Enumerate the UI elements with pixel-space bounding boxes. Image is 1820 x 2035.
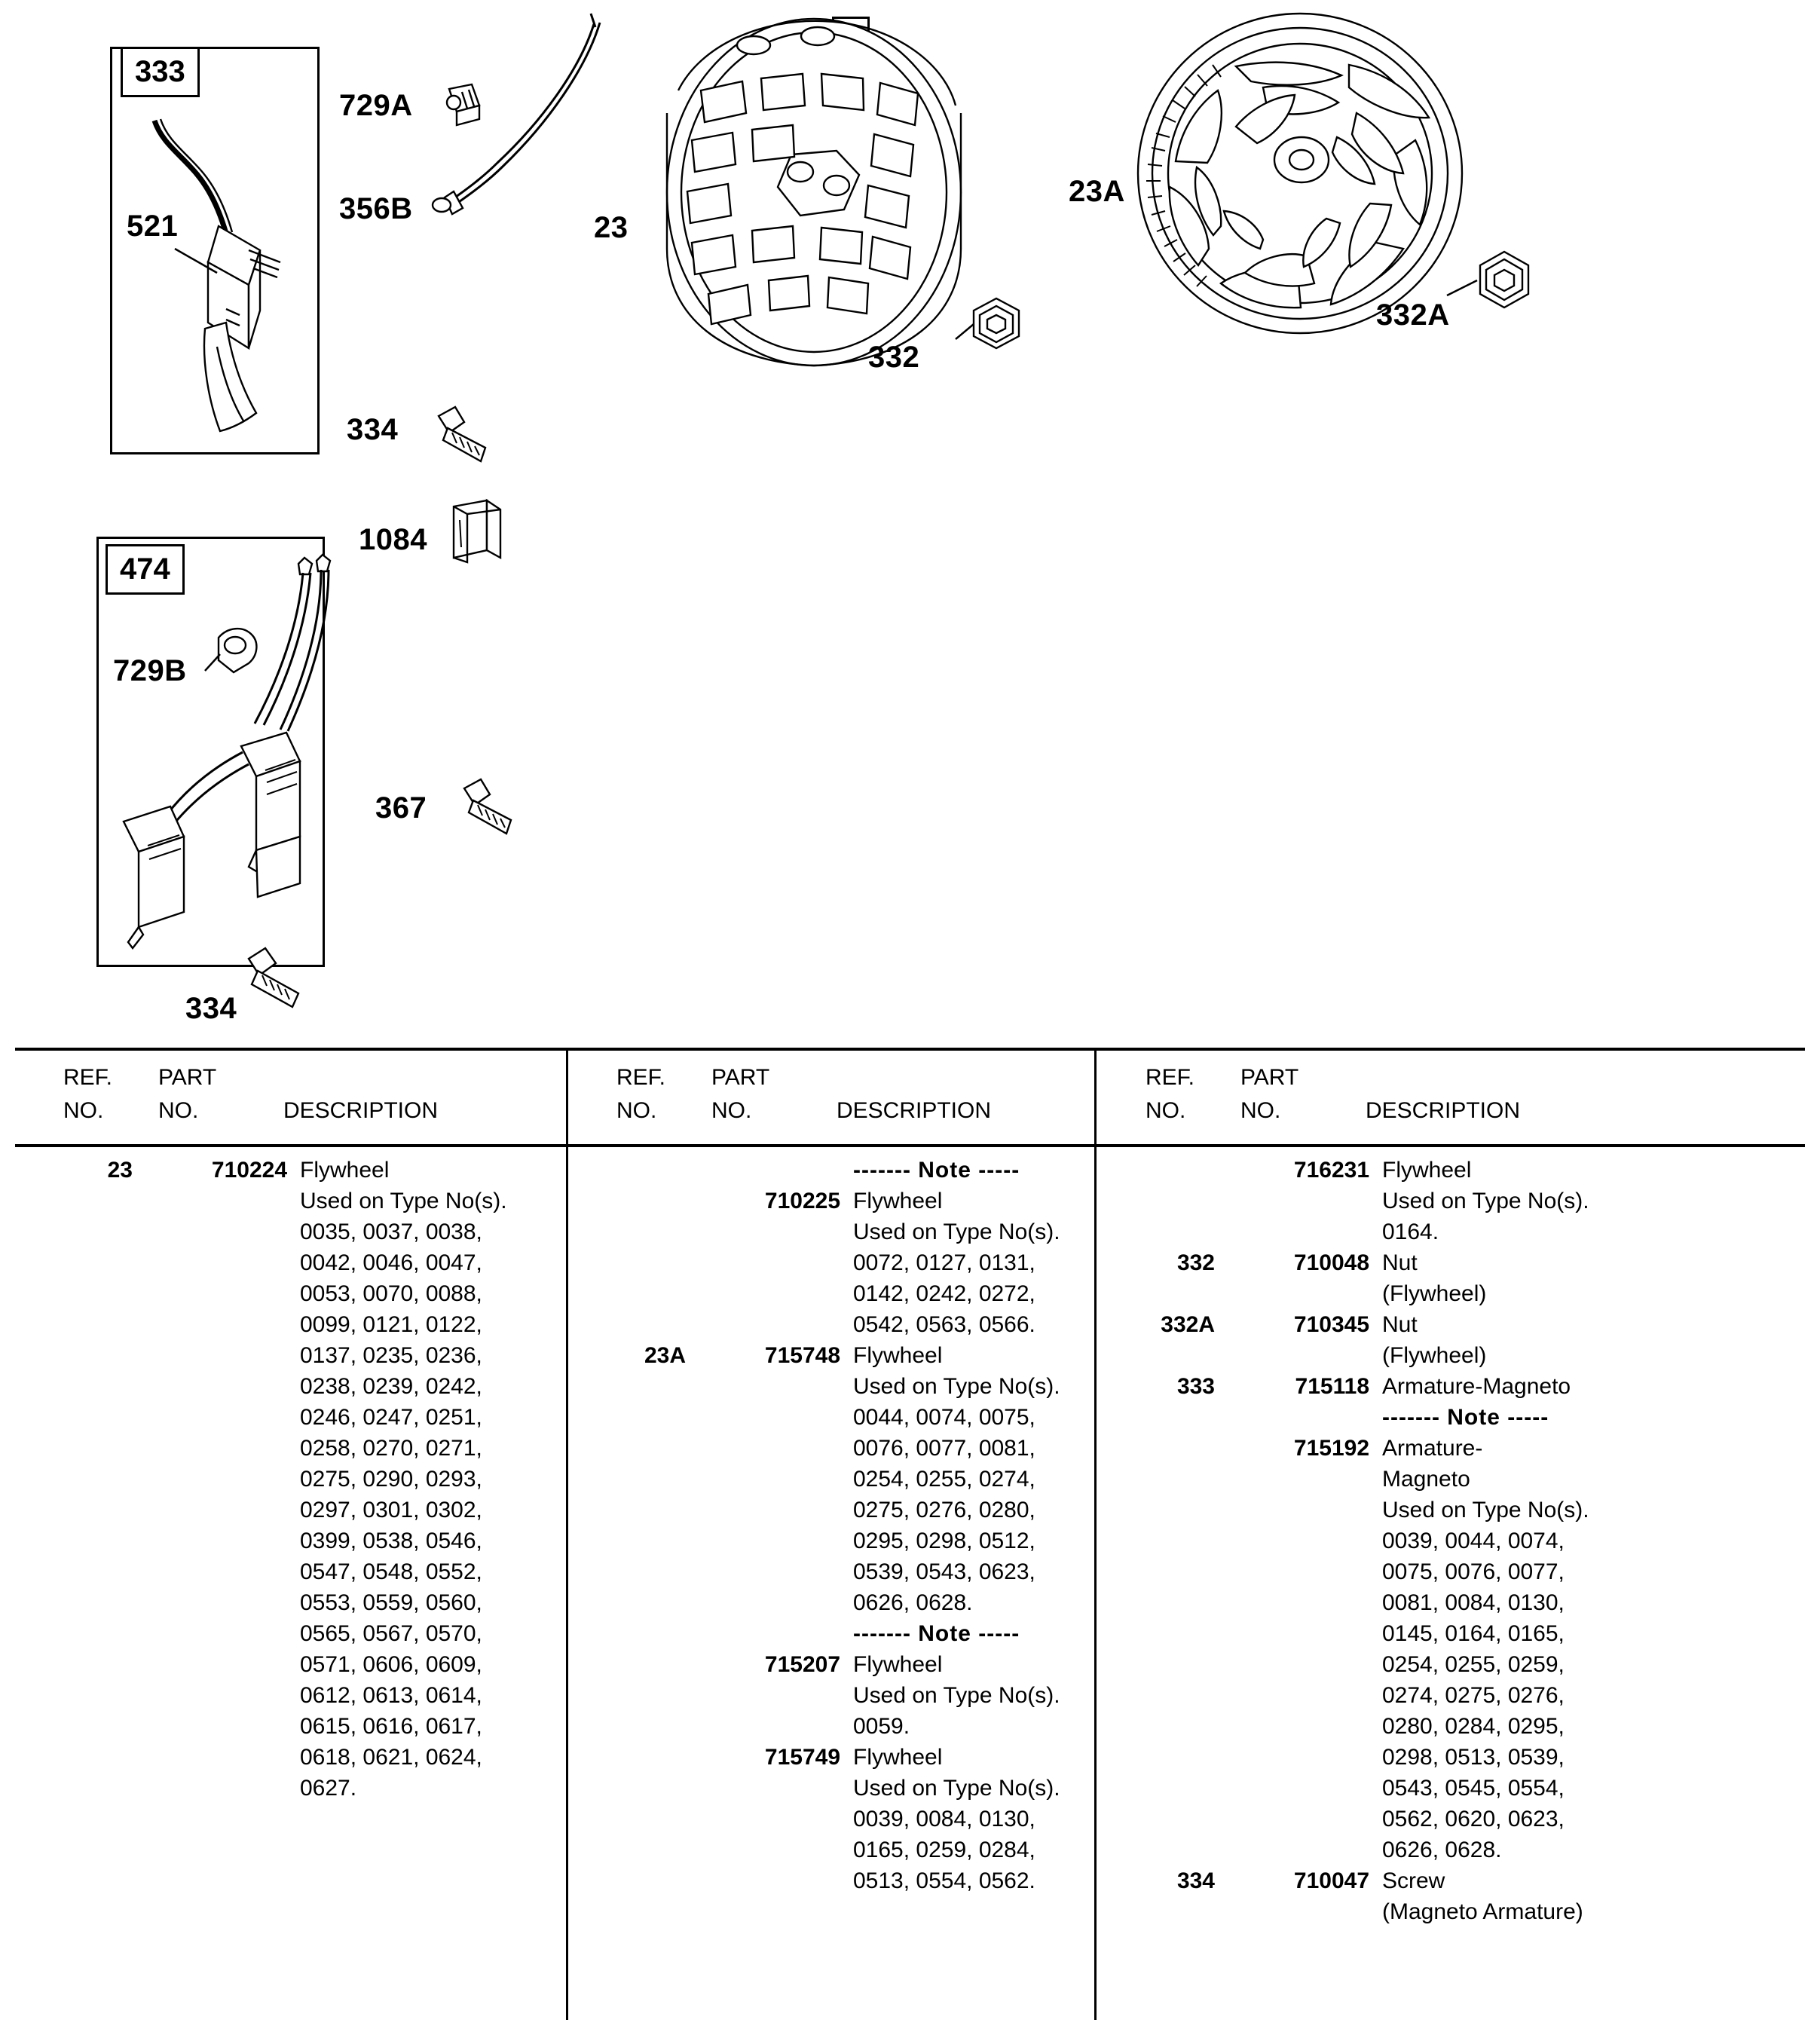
table-row bbox=[1117, 1621, 1659, 1652]
cell-desc: 0145, 0164, 0165, bbox=[1382, 1621, 1565, 1646]
table-row bbox=[1117, 1807, 1659, 1838]
armature-magneto-333-art bbox=[154, 119, 280, 431]
table-row bbox=[1117, 1776, 1659, 1807]
table-row bbox=[35, 1436, 577, 1467]
table-row-note bbox=[588, 1158, 1130, 1189]
column-3-rows bbox=[1117, 1144, 1659, 1930]
cell-part: 710048 bbox=[1293, 1250, 1369, 1275]
table-row bbox=[588, 1250, 1130, 1281]
cell-desc: 0044, 0074, 0075, bbox=[853, 1405, 1035, 1430]
cell-part: 710047 bbox=[1293, 1868, 1369, 1893]
cell-desc: 0626, 0628. bbox=[1382, 1838, 1502, 1862]
callout-356b: 356B bbox=[339, 192, 413, 225]
table-row bbox=[35, 1498, 577, 1529]
header-part-no: PART NO. bbox=[711, 1065, 770, 1123]
table-row bbox=[1117, 1899, 1659, 1930]
cell-part: 710224 bbox=[211, 1158, 287, 1183]
part-729a-art bbox=[447, 84, 479, 125]
cell-desc: 0238, 0239, 0242, bbox=[300, 1374, 482, 1399]
table-row bbox=[35, 1219, 577, 1250]
parts-column-2 bbox=[588, 1048, 1130, 2020]
cell-desc: Used on Type No(s). bbox=[853, 1683, 1060, 1708]
cell-desc: Armature-Magneto bbox=[1382, 1374, 1571, 1399]
cell-part: 710225 bbox=[764, 1189, 840, 1213]
table-row bbox=[1117, 1683, 1659, 1714]
table-row bbox=[1117, 1498, 1659, 1529]
table-row bbox=[588, 1312, 1130, 1343]
table-row bbox=[1117, 1343, 1659, 1374]
cell-desc: 0615, 0616, 0617, bbox=[300, 1714, 482, 1739]
cell-desc: 0035, 0037, 0038, bbox=[300, 1219, 482, 1244]
table-row bbox=[1117, 1590, 1659, 1621]
table-row bbox=[588, 1683, 1130, 1714]
cell-desc: Flywheel bbox=[853, 1189, 943, 1213]
callout-474: 474 bbox=[106, 544, 185, 595]
table-row bbox=[35, 1559, 577, 1590]
table-row bbox=[588, 1467, 1130, 1498]
cell-desc: (Flywheel) bbox=[1382, 1281, 1487, 1306]
cell-desc: Magneto bbox=[1382, 1467, 1470, 1492]
table-row bbox=[1117, 1219, 1659, 1250]
cell-desc: 0246, 0247, 0251, bbox=[300, 1405, 482, 1430]
callout-334-lower: 334 bbox=[185, 992, 237, 1025]
table-row bbox=[1117, 1529, 1659, 1559]
column-1-rows bbox=[35, 1144, 577, 1807]
callout-23a: 23A bbox=[1069, 175, 1125, 208]
cell-desc: Flywheel bbox=[1382, 1158, 1472, 1183]
cell-desc: 0543, 0545, 0554, bbox=[1382, 1776, 1565, 1801]
table-row bbox=[1117, 1158, 1659, 1189]
cell-desc: 0399, 0538, 0546, bbox=[300, 1529, 482, 1553]
table-row bbox=[35, 1467, 577, 1498]
cell-ref: 23A bbox=[644, 1343, 686, 1368]
table-row bbox=[35, 1714, 577, 1745]
cell-desc: Armature- bbox=[1382, 1436, 1483, 1461]
table-row bbox=[35, 1312, 577, 1343]
table-row-note bbox=[588, 1621, 1130, 1652]
table-row bbox=[1117, 1652, 1659, 1683]
table-row bbox=[588, 1374, 1130, 1405]
note-label: ------- Note ----- bbox=[853, 1621, 1020, 1646]
clip-1084-art bbox=[454, 500, 500, 562]
cell-desc: Flywheel bbox=[853, 1652, 943, 1677]
table-row bbox=[588, 1807, 1130, 1838]
table-row bbox=[588, 1343, 1130, 1374]
table-row bbox=[35, 1250, 577, 1281]
column-3-header bbox=[1117, 1048, 1659, 1144]
column-1-header bbox=[35, 1048, 577, 1144]
table-row bbox=[588, 1281, 1130, 1312]
cell-desc: (Magneto Armature) bbox=[1382, 1899, 1583, 1924]
table-row bbox=[35, 1281, 577, 1312]
cell-desc: Used on Type No(s). bbox=[853, 1374, 1060, 1399]
header-description: DESCRIPTION bbox=[837, 1098, 992, 1123]
table-row bbox=[588, 1436, 1130, 1467]
column-2-header bbox=[588, 1048, 1130, 1144]
cell-ref: 334 bbox=[1176, 1868, 1215, 1893]
table-row bbox=[35, 1776, 577, 1807]
callout-729b: 729B bbox=[113, 654, 187, 687]
cell-desc: 0562, 0620, 0623, bbox=[1382, 1807, 1565, 1831]
cell-desc: 0254, 0255, 0259, bbox=[1382, 1652, 1565, 1677]
table-row bbox=[588, 1529, 1130, 1559]
screw-334-lower-art bbox=[249, 948, 298, 1007]
cell-desc: 0542, 0563, 0566. bbox=[853, 1312, 1035, 1337]
cell-desc: Used on Type No(s). bbox=[300, 1189, 507, 1213]
header-description: DESCRIPTION bbox=[1366, 1098, 1521, 1123]
header-part-no: PART NO. bbox=[158, 1065, 217, 1123]
table-row bbox=[35, 1590, 577, 1621]
cell-desc: 0274, 0275, 0276, bbox=[1382, 1683, 1565, 1708]
parts-column-3 bbox=[1117, 1048, 1659, 2020]
cell-desc: 0142, 0242, 0272, bbox=[853, 1281, 1035, 1306]
table-row bbox=[1117, 1250, 1659, 1281]
table-row bbox=[35, 1683, 577, 1714]
column-2-rows bbox=[588, 1144, 1130, 1899]
table-row bbox=[35, 1343, 577, 1374]
cell-desc: 0280, 0284, 0295, bbox=[1382, 1714, 1565, 1739]
cell-part: 715207 bbox=[764, 1652, 840, 1677]
header-part-no: PART NO. bbox=[1240, 1065, 1299, 1123]
cell-desc: 0081, 0084, 0130, bbox=[1382, 1590, 1565, 1615]
table-row bbox=[588, 1405, 1130, 1436]
cell-desc: 0076, 0077, 0081, bbox=[853, 1436, 1035, 1461]
table-row bbox=[588, 1776, 1130, 1807]
parts-column-1 bbox=[35, 1048, 577, 2020]
callout-1084: 1084 bbox=[359, 523, 427, 556]
table-row-note bbox=[1117, 1405, 1659, 1436]
table-row bbox=[1117, 1559, 1659, 1590]
cell-desc: 0039, 0084, 0130, bbox=[853, 1807, 1035, 1831]
cell-desc: 0297, 0301, 0302, bbox=[300, 1498, 482, 1522]
screw-367-art bbox=[464, 779, 511, 834]
parts-list-table bbox=[15, 1048, 1805, 2020]
note-label: ------- Note ----- bbox=[1382, 1405, 1549, 1430]
cell-desc: Used on Type No(s). bbox=[853, 1776, 1060, 1801]
cell-ref: 23 bbox=[107, 1158, 133, 1183]
cell-desc: 0298, 0513, 0539, bbox=[1382, 1745, 1565, 1770]
cell-ref: 332 bbox=[1176, 1250, 1215, 1275]
cell-ref: 332A bbox=[1161, 1312, 1215, 1337]
cell-desc: 0547, 0548, 0552, bbox=[300, 1559, 482, 1584]
cell-part: 715192 bbox=[1293, 1436, 1369, 1461]
cell-desc: 0275, 0276, 0280, bbox=[853, 1498, 1035, 1522]
table-row bbox=[35, 1189, 577, 1219]
armature-474-art bbox=[124, 555, 330, 948]
callout-729a: 729A bbox=[339, 89, 413, 122]
cell-desc: 0539, 0543, 0623, bbox=[853, 1559, 1035, 1584]
cell-desc: 0553, 0559, 0560, bbox=[300, 1590, 482, 1615]
callout-367: 367 bbox=[375, 791, 427, 825]
callout-332a: 332A bbox=[1376, 298, 1450, 332]
table-row bbox=[588, 1652, 1130, 1683]
cell-desc: 0053, 0070, 0088, bbox=[300, 1281, 482, 1306]
table-row bbox=[35, 1745, 577, 1776]
cell-desc: 0626, 0628. bbox=[853, 1590, 973, 1615]
table-row bbox=[588, 1838, 1130, 1868]
callout-334-upper: 334 bbox=[347, 413, 399, 446]
table-row bbox=[1117, 1312, 1659, 1343]
cell-desc: 0618, 0621, 0624, bbox=[300, 1745, 482, 1770]
cell-ref: 333 bbox=[1176, 1374, 1215, 1399]
cell-desc: 0295, 0298, 0512, bbox=[853, 1529, 1035, 1553]
cell-desc: Nut bbox=[1382, 1250, 1418, 1275]
cell-desc: Used on Type No(s). bbox=[1382, 1498, 1589, 1522]
callout-332: 332 bbox=[868, 341, 920, 374]
cell-desc: 0137, 0235, 0236, bbox=[300, 1343, 482, 1368]
callout-23: 23 bbox=[594, 211, 629, 244]
table-row bbox=[588, 1714, 1130, 1745]
table-row bbox=[35, 1405, 577, 1436]
table-row bbox=[1117, 1467, 1659, 1498]
flywheel-23-art bbox=[667, 19, 961, 366]
table-row bbox=[35, 1621, 577, 1652]
table-row bbox=[588, 1559, 1130, 1590]
table-row bbox=[588, 1219, 1130, 1250]
cell-part: 710345 bbox=[1293, 1312, 1369, 1337]
flywheel-23a-art bbox=[1138, 14, 1462, 333]
cell-desc: Screw bbox=[1382, 1868, 1445, 1893]
cell-desc: 0627. bbox=[300, 1776, 357, 1801]
cell-part: 715749 bbox=[764, 1745, 840, 1770]
cell-desc: (Flywheel) bbox=[1382, 1343, 1487, 1368]
header-ref-no: REF. NO. bbox=[616, 1065, 666, 1123]
cell-desc: 0612, 0613, 0614, bbox=[300, 1683, 482, 1708]
table-row bbox=[1117, 1745, 1659, 1776]
table-row bbox=[35, 1374, 577, 1405]
cell-desc: 0039, 0044, 0074, bbox=[1382, 1529, 1565, 1553]
cell-desc: Flywheel bbox=[853, 1343, 943, 1368]
cell-desc: 0571, 0606, 0609, bbox=[300, 1652, 482, 1677]
table-row bbox=[1117, 1436, 1659, 1467]
cell-desc: Nut bbox=[1382, 1312, 1418, 1337]
table-row bbox=[1117, 1374, 1659, 1405]
table-row bbox=[35, 1652, 577, 1683]
cell-desc: 0072, 0127, 0131, bbox=[853, 1250, 1035, 1275]
table-row bbox=[588, 1868, 1130, 1899]
cell-desc: 0513, 0554, 0562. bbox=[853, 1868, 1035, 1893]
cell-desc: 0075, 0076, 0077, bbox=[1382, 1559, 1565, 1584]
cell-desc: 0258, 0270, 0271, bbox=[300, 1436, 482, 1461]
cell-desc: 0059. bbox=[853, 1714, 910, 1739]
cell-desc: 0099, 0121, 0122, bbox=[300, 1312, 482, 1337]
cell-part: 716231 bbox=[1293, 1158, 1369, 1183]
cell-part: 715748 bbox=[764, 1343, 840, 1368]
header-ref-no: REF. NO. bbox=[1146, 1065, 1195, 1123]
cell-desc: 0565, 0567, 0570, bbox=[300, 1621, 482, 1646]
table-row bbox=[1117, 1868, 1659, 1899]
callout-521: 521 bbox=[127, 210, 179, 243]
cell-desc: 0165, 0259, 0284, bbox=[853, 1838, 1035, 1862]
header-description: DESCRIPTION bbox=[283, 1098, 439, 1123]
cell-desc: 0275, 0290, 0293, bbox=[300, 1467, 482, 1492]
table-row bbox=[35, 1529, 577, 1559]
cell-desc: 0164. bbox=[1382, 1219, 1439, 1244]
table-row bbox=[35, 1158, 577, 1189]
table-row bbox=[588, 1590, 1130, 1621]
screw-334-upper-art bbox=[439, 407, 485, 461]
cell-desc: Used on Type No(s). bbox=[853, 1219, 1060, 1244]
callout-333: 333 bbox=[121, 47, 200, 97]
cell-desc: Flywheel bbox=[300, 1158, 390, 1183]
cell-desc: Used on Type No(s). bbox=[1382, 1189, 1589, 1213]
table-row bbox=[1117, 1189, 1659, 1219]
cell-desc: Flywheel bbox=[853, 1745, 943, 1770]
table-row bbox=[1117, 1281, 1659, 1312]
table-row bbox=[588, 1189, 1130, 1219]
cell-part: 715118 bbox=[1295, 1374, 1369, 1399]
table-row bbox=[588, 1745, 1130, 1776]
nut-332-art bbox=[974, 298, 1019, 348]
cell-desc: 0254, 0255, 0274, bbox=[853, 1467, 1035, 1492]
table-row bbox=[1117, 1838, 1659, 1868]
note-label: ------- Note ----- bbox=[853, 1158, 1020, 1183]
nut-332a-art bbox=[1480, 252, 1528, 308]
table-row bbox=[588, 1498, 1130, 1529]
cell-desc: 0042, 0046, 0047, bbox=[300, 1250, 482, 1275]
table-row bbox=[1117, 1714, 1659, 1745]
header-ref-no: REF. NO. bbox=[63, 1065, 113, 1123]
